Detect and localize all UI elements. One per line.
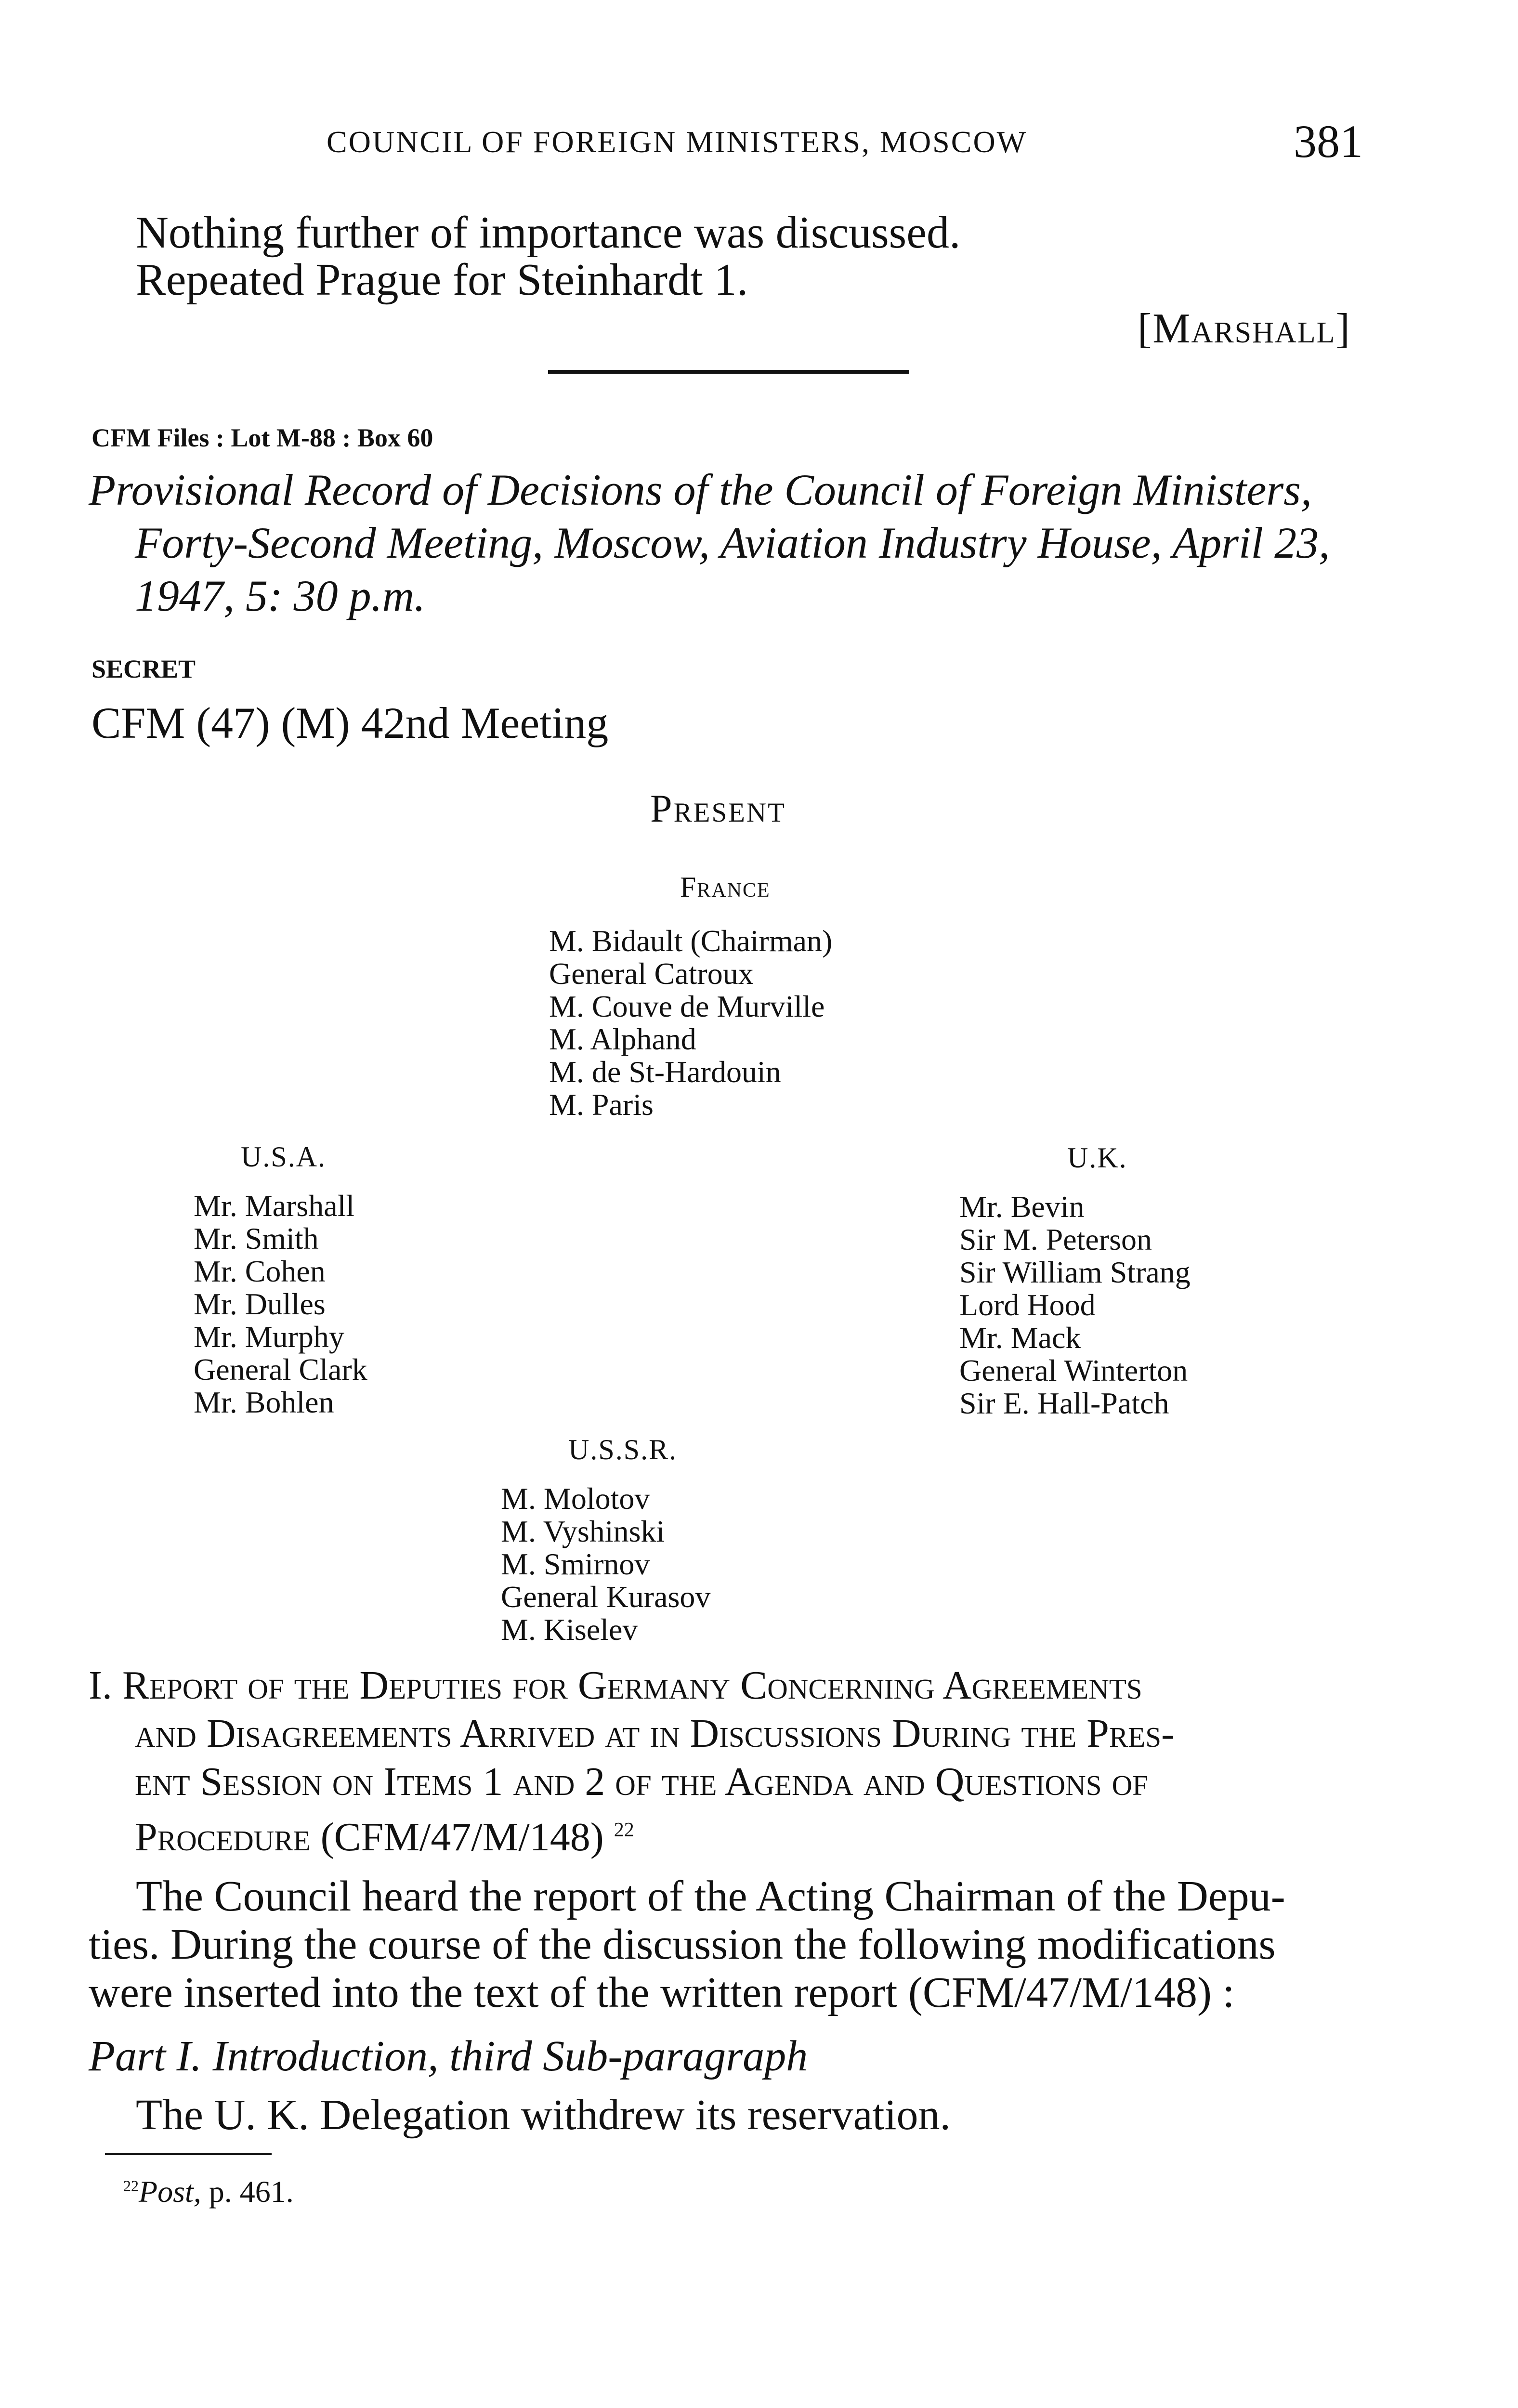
heading-line-1: I. Report of the Deputies for Germany Concerning Agreements: [89, 1663, 1142, 1708]
member: Sir E. Hall-Patch: [959, 1386, 1169, 1420]
classification: SECRET: [92, 654, 196, 683]
member: Mr. Bohlen: [194, 1385, 334, 1419]
paragraph-line-1: The Council heard the report of the Acting Chairman of the Depu-: [136, 1872, 1285, 1920]
running-head: COUNCIL OF FOREIGN MINISTERS, MOSCOW: [327, 125, 1028, 159]
france-members: [549, 925, 832, 1121]
member: Sir William Strang: [959, 1255, 1191, 1289]
heading-line-2: and Disagreements Arrived at in Discussions During the Pres-: [135, 1711, 1175, 1756]
heading-line-3: ent Session on Items 1 and 2 of the Agenda and Questions of: [135, 1759, 1148, 1804]
page-number: 381: [1294, 116, 1363, 167]
preceding-line-1: Nothing further of importance was discussed.: [136, 208, 961, 258]
member: Mr. Mack: [959, 1321, 1081, 1355]
member: General Clark: [194, 1352, 367, 1387]
member: Mr. Bevin: [959, 1190, 1085, 1224]
usa-label: U.S.A.: [241, 1141, 327, 1173]
footnote-ref: 22: [614, 1819, 634, 1841]
france-label: France: [680, 871, 771, 903]
usa-members: [194, 1190, 367, 1419]
member: M. Couve de Murville: [549, 989, 825, 1023]
uk-members: [959, 1191, 1191, 1420]
member: M. Bidault (Chairman): [549, 924, 833, 958]
member: General Catroux: [549, 956, 754, 991]
footnote-source: Post,: [139, 2174, 201, 2209]
present-heading: Present: [650, 786, 786, 830]
meeting-reference: CFM (47) (M) 42nd Meeting: [92, 698, 609, 747]
footnote-rule: [105, 2153, 272, 2155]
title-line-2: Forty-Second Meeting, Moscow, Aviation Industry House, April 23,: [135, 518, 1330, 567]
member: M. Vyshinski: [501, 1514, 665, 1548]
title-line-3: 1947, 5: 30 p.m.: [135, 571, 426, 620]
section-heading: [89, 1662, 1379, 1861]
signature: [Marshall]: [1138, 305, 1351, 352]
part-subheading: Part I. Introduction, third Sub-paragraph: [89, 2032, 808, 2080]
member: M. de St-Hardouin: [549, 1055, 781, 1089]
member: General Kurasov: [501, 1580, 711, 1614]
document-title: [89, 463, 1384, 622]
member: General Winterton: [959, 1353, 1188, 1387]
member: Mr. Murphy: [194, 1320, 344, 1354]
member: Mr. Dulles: [194, 1287, 326, 1321]
file-source: CFM Files : Lot M-88 : Box 60: [92, 423, 433, 452]
member: Mr. Marshall: [194, 1189, 355, 1223]
heading-line-4-text: Procedure (CFM/47/M/148): [135, 1815, 604, 1859]
section-divider: [548, 370, 909, 374]
uk-label: U.K.: [1067, 1142, 1127, 1174]
member: Mr. Smith: [194, 1221, 319, 1256]
ussr-members: [501, 1482, 710, 1646]
paragraph-line-2: ties. During the course of the discussion the following modifications: [89, 1921, 1276, 1968]
heading-line-4: [89, 1806, 1379, 1861]
member: M. Alphand: [549, 1022, 696, 1056]
member: M. Smirnov: [501, 1547, 650, 1581]
statement: The U. K. Delegation withdrew its reservation.: [136, 2091, 951, 2139]
ussr-label: U.S.S.R.: [568, 1434, 678, 1466]
preceding-line-2: Repeated Prague for Steinhardt 1.: [136, 255, 748, 305]
paragraph-line-3: were inserted into the text of the written report (CFM/47/M/148) :: [89, 1969, 1235, 2016]
member: Mr. Cohen: [194, 1254, 326, 1288]
member: Sir M. Peterson: [959, 1222, 1152, 1256]
footnote-page: p. 461.: [209, 2174, 294, 2209]
member: Lord Hood: [959, 1288, 1096, 1322]
member: M. Paris: [549, 1087, 654, 1122]
footnote: [123, 2174, 294, 2210]
member: M. Kiselev: [501, 1612, 638, 1647]
footnote-number: 22: [123, 2177, 139, 2195]
member: M. Molotov: [501, 1481, 650, 1516]
title-line-1: Provisional Record of Decisions of the Council of Foreign Ministers,: [89, 465, 1312, 514]
